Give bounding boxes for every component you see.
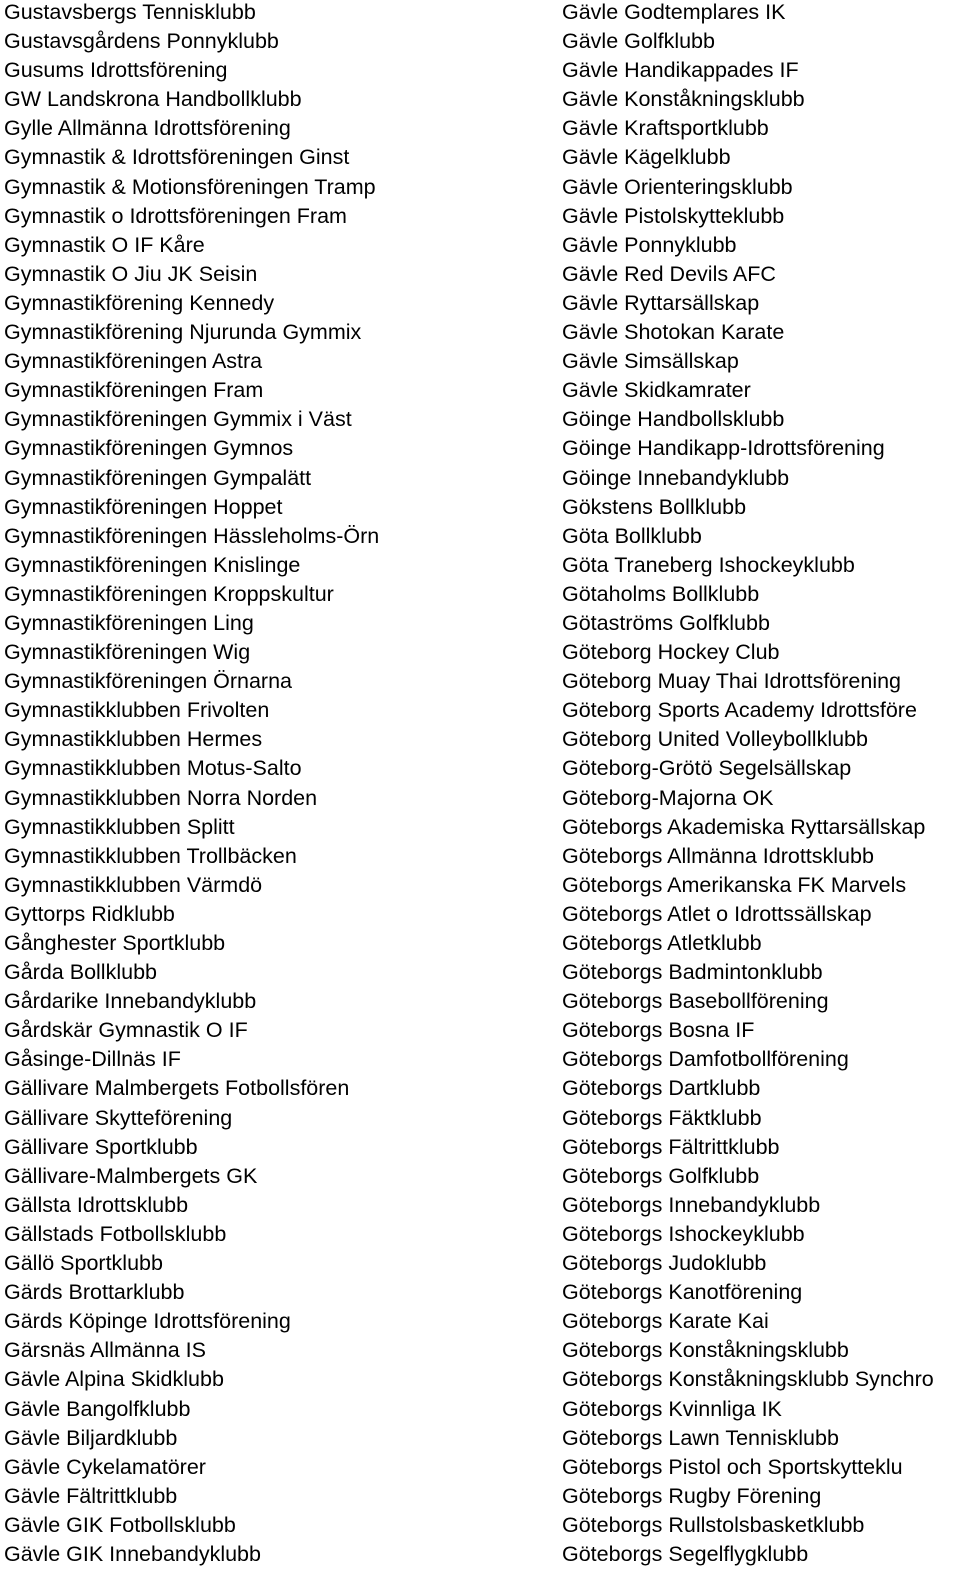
- club-name: Gymnastik & Motionsföreningen Tramp: [4, 174, 376, 199]
- club-name: Gymnastikföreningen Kroppskultur: [4, 581, 334, 606]
- club-name: Göteborgs Ishockeyklubb: [562, 1221, 805, 1246]
- club-name: Gävle Konståkningsklubb: [562, 87, 805, 112]
- club-name: Gymnastikföreningen Gympalätt: [4, 465, 312, 490]
- club-name: Göteborg-Grötö Segelsällskap: [562, 756, 852, 781]
- club-name: Gustavsbergs Tennisklubb: [4, 0, 256, 24]
- club-name: Gävle Kraftsportklubb: [562, 116, 769, 141]
- club-name: Gävle Orienteringsklubb: [562, 174, 793, 199]
- club-name: Gärds Köpinge Idrottsförening: [4, 1309, 291, 1334]
- club-name: Gustavsgårdens Ponnyklubb: [4, 29, 279, 54]
- club-name: Gymnastikföreningen Gymmix i Väst: [4, 407, 352, 432]
- club-name: Gävle Pistolskytteklubb: [562, 203, 785, 228]
- club-name: Gävle Cykelamatörer: [4, 1454, 206, 1479]
- club-name: Göta Traneberg Ishockeyklubb: [562, 552, 855, 577]
- club-name: Göteborgs Akademiska Ryttarsällskap: [562, 814, 926, 839]
- club-name: Gävle Ponnyklubb: [562, 232, 737, 257]
- club-name: Gymnastikklubben Värmdö: [4, 872, 263, 897]
- club-name: Götaholms Bollklubb: [562, 581, 760, 606]
- club-name: Göteborgs Badmintonklubb: [562, 960, 823, 985]
- club-name: Gävle Golfklubb: [562, 29, 715, 54]
- club-list-right: [562, 0, 958, 1569]
- club-name: Gärsnäs Allmänna IS: [4, 1338, 206, 1363]
- club-name: Gymnastikklubben Hermes: [4, 727, 263, 752]
- club-name: Gåsinge-Dillnäs IF: [4, 1047, 181, 1072]
- club-name: Gällivare Malmbergets Fotbollsfören: [4, 1076, 350, 1101]
- club-name: Göteborg Muay Thai Idrottsförening: [562, 669, 902, 694]
- club-name: Gymnastikföreningen Gymnos: [4, 436, 294, 461]
- club-name: Göta Bollklubb: [562, 523, 702, 548]
- club-name: Göteborgs Basebollförening: [562, 989, 829, 1014]
- club-name: Gymnastikklubben Splitt: [4, 814, 235, 839]
- club-name: Gävle Red Devils AFC: [562, 261, 776, 286]
- club-name: Göteborg United Volleybollklubb: [562, 727, 868, 752]
- club-name: Göteborgs Fäktklubb: [562, 1105, 762, 1130]
- club-name: Gårda Bollklubb: [4, 960, 157, 985]
- club-name: Gällivare-Malmbergets GK: [4, 1163, 258, 1188]
- club-name: Gävle Godtemplares IK: [562, 0, 786, 24]
- club-name: Gymnastik & Idrottsföreningen Ginst: [4, 145, 350, 170]
- club-name: Göteborgs Kanotförening: [562, 1280, 803, 1305]
- club-name: Göteborgs Rugby Förening: [562, 1483, 822, 1508]
- club-name: Göteborgs Innebandyklubb: [562, 1192, 821, 1217]
- club-list-left: [4, 0, 554, 1569]
- club-name: Gävle Shotokan Karate: [562, 320, 785, 345]
- club-name: Gymnastikklubben Motus-Salto: [4, 756, 302, 781]
- club-name: Gärds Brottarklubb: [4, 1280, 185, 1305]
- club-name: Göteborg Sports Academy Idrottsföre: [562, 698, 917, 723]
- club-name: Gällsta Idrottsklubb: [4, 1192, 189, 1217]
- club-name: Gymnastikförening Kennedy: [4, 290, 275, 315]
- club-name: Göteborgs Rullstolsbasketklubb: [562, 1512, 865, 1537]
- club-name: Göteborgs Pistol och Sportskytteklu: [562, 1454, 903, 1479]
- club-name: Gymnastikklubben Trollbäcken: [4, 843, 297, 868]
- club-name: Göinge Innebandyklubb: [562, 465, 790, 490]
- club-name: Gävle Ryttarsällskap: [562, 290, 760, 315]
- club-name: Göteborgs Karate Kai: [562, 1309, 769, 1334]
- club-name: Göteborg Hockey Club: [562, 640, 780, 665]
- club-name: Göteborgs Atletklubb: [562, 931, 762, 955]
- club-name: Gymnastikföreningen Ling: [4, 610, 254, 635]
- club-name: Gällö Sportklubb: [4, 1251, 163, 1276]
- club-name: Gävle Alpina Skidklubb: [4, 1367, 224, 1392]
- club-name: Göteborgs Dartklubb: [562, 1076, 761, 1101]
- club-name: Gymnastikklubben Frivolten: [4, 698, 270, 723]
- club-name: Gymnastikföreningen Örnarna: [4, 669, 293, 694]
- club-name: Götaströms Golfklubb: [562, 610, 770, 635]
- club-name: Gusums Idrottsförening: [4, 58, 228, 83]
- club-name: Göteborgs Konståkningsklubb: [562, 1338, 849, 1363]
- club-name: Gällivare Sportklubb: [4, 1134, 198, 1159]
- club-name: Göinge Handikapp-Idrottsförening: [562, 436, 885, 461]
- club-name: Göteborgs Amerikanska FK Marvels: [562, 872, 907, 897]
- club-name: Gymnastikklubben Norra Norden: [4, 785, 318, 810]
- club-name: Gällstads Fotbollsklubb: [4, 1221, 227, 1246]
- club-name: Gävle Handikappades IF: [562, 58, 799, 83]
- club-name: Gårdarike Innebandyklubb: [4, 989, 257, 1014]
- club-name: Göteborgs Atlet o Idrottssällskap: [562, 901, 872, 926]
- club-name: Göteborgs Golfklubb: [562, 1163, 760, 1188]
- club-name: Gävle Biljardklubb: [4, 1425, 178, 1450]
- club-name: Göteborgs Judoklubb: [562, 1251, 767, 1276]
- club-name: Gävle Fältrittklubb: [4, 1483, 178, 1508]
- club-name: Göteborgs Damfotbollförening: [562, 1047, 849, 1072]
- club-name: Gökstens Bollklubb: [562, 494, 747, 519]
- club-name: Göteborgs Kvinnliga IK: [562, 1396, 782, 1421]
- club-name: Göteborgs Fältrittklubb: [562, 1134, 780, 1159]
- club-name: Gymnastikföreningen Fram: [4, 378, 264, 403]
- club-name: Gällivare Skytteförening: [4, 1105, 233, 1130]
- club-name: Gävle Kägelklubb: [562, 145, 731, 170]
- club-name: Gymnastik o Idrottsföreningen Fram: [4, 203, 347, 228]
- club-name: Göteborgs Lawn Tennisklubb: [562, 1425, 839, 1450]
- club-name: Gånghester Sportklubb: [4, 931, 226, 955]
- club-name: Gävle GIK Fotbollsklubb: [4, 1512, 236, 1537]
- club-name: Göteborgs Segelflygklubb: [562, 1541, 809, 1566]
- club-name: Göteborgs Bosna IF: [562, 1018, 755, 1043]
- club-name: Gymnastikföreningen Hoppet: [4, 494, 283, 519]
- club-name: Göteborgs Konståkningsklubb Synchro: [562, 1367, 934, 1392]
- club-name: Gävle GIK Innebandyklubb: [4, 1541, 261, 1566]
- club-name: Gävle Bangolfklubb: [4, 1396, 191, 1421]
- club-name: Gymnastik O Jiu JK Seisin: [4, 261, 258, 286]
- club-name: Göinge Handbollsklubb: [562, 407, 785, 432]
- club-name: Gymnastikföreningen Knislinge: [4, 552, 301, 577]
- club-name: Gymnastikföreningen Wig: [4, 640, 251, 665]
- club-name: Gyttorps Ridklubb: [4, 901, 175, 926]
- club-name: Gylle Allmänna Idrottsförening: [4, 116, 291, 141]
- club-name: Gårdskär Gymnastik O IF: [4, 1018, 248, 1043]
- club-name: GW Landskrona Handbollklubb: [4, 87, 302, 112]
- club-name: Gävle Simsällskap: [562, 349, 739, 374]
- club-name: Göteborgs Allmänna Idrottsklubb: [562, 843, 874, 868]
- club-name: Gymnastikföreningen Astra: [4, 349, 263, 374]
- club-name: Gävle Skidkamrater: [562, 378, 751, 403]
- club-name: Gymnastikföreningen Hässleholms-Örn: [4, 523, 380, 548]
- club-name: Gymnastik O IF Kåre: [4, 232, 205, 257]
- club-name: Göteborg-Majorna OK: [562, 785, 774, 810]
- club-name: Gymnastikförening Njurunda Gymmix: [4, 320, 362, 345]
